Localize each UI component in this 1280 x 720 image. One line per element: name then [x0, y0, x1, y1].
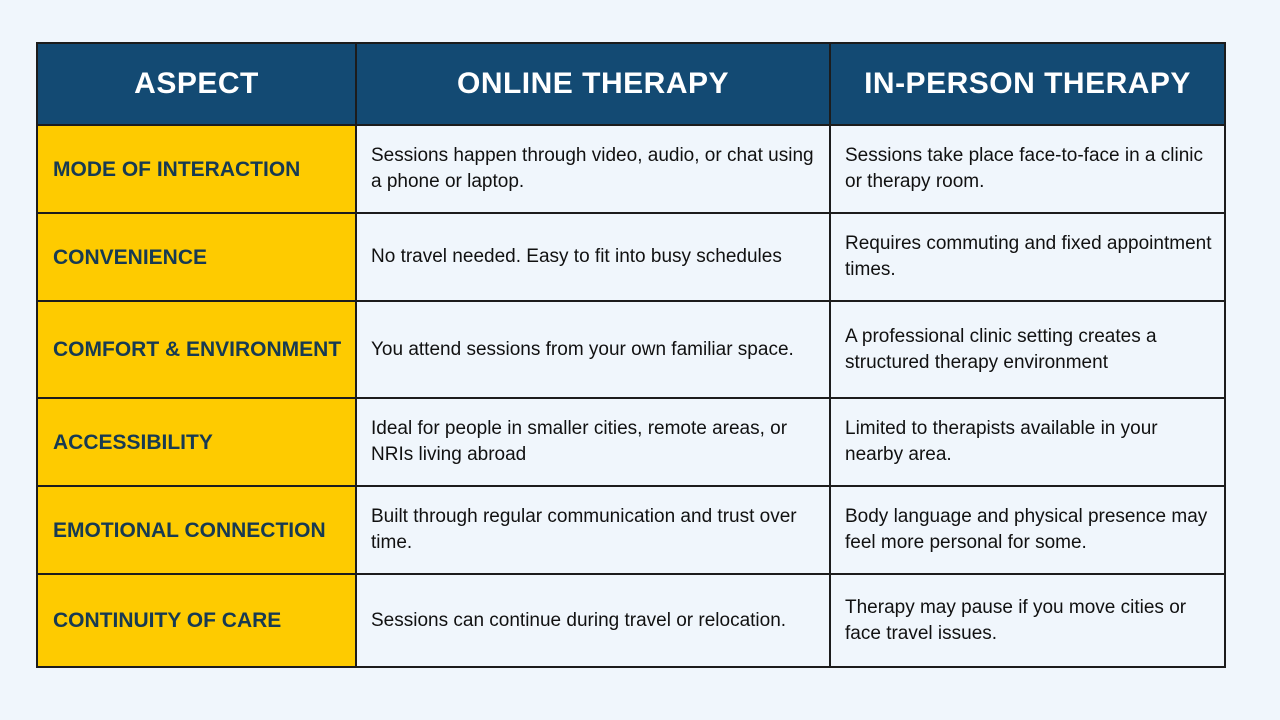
- aspect-cell: CONVENIENCE: [37, 213, 356, 301]
- online-cell: Built through regular communication and trust over time.: [356, 486, 830, 574]
- online-cell: Sessions can continue during travel or relocation.: [356, 574, 830, 667]
- table-row: [37, 301, 1225, 398]
- in-person-cell: A professional clinic setting creates a structured therapy environment: [830, 301, 1225, 398]
- in-person-cell: Therapy may pause if you move cities or face travel issues.: [830, 574, 1225, 667]
- table-row: [37, 574, 1225, 667]
- table-row: [37, 213, 1225, 301]
- table-row: [37, 398, 1225, 486]
- aspect-cell: ACCESSIBILITY: [37, 398, 356, 486]
- online-cell: You attend sessions from your own familiar space.: [356, 301, 830, 398]
- header-row: [37, 43, 1225, 125]
- table-row: [37, 125, 1225, 213]
- aspect-cell: COMFORT & ENVIRONMENT: [37, 301, 356, 398]
- in-person-cell: Requires commuting and fixed appointment times.: [830, 213, 1225, 301]
- header-online-therapy: ONLINE THERAPY: [356, 43, 830, 125]
- in-person-cell: Limited to therapists available in your nearby area.: [830, 398, 1225, 486]
- in-person-cell: Sessions take place face-to-face in a clinic or therapy room.: [830, 125, 1225, 213]
- header-aspect: ASPECT: [37, 43, 356, 125]
- aspect-cell: CONTINUITY OF CARE: [37, 574, 356, 667]
- aspect-cell: EMOTIONAL CONNECTION: [37, 486, 356, 574]
- online-cell: Sessions happen through video, audio, or chat using a phone or laptop.: [356, 125, 830, 213]
- in-person-cell: Body language and physical presence may feel more personal for some.: [830, 486, 1225, 574]
- comparison-table: [36, 42, 1226, 668]
- table-row: [37, 486, 1225, 574]
- header-in-person-therapy: IN-PERSON THERAPY: [830, 43, 1225, 125]
- aspect-cell: MODE OF INTERACTION: [37, 125, 356, 213]
- online-cell: Ideal for people in smaller cities, remote areas, or NRIs living abroad: [356, 398, 830, 486]
- online-cell: No travel needed. Easy to fit into busy schedules: [356, 213, 830, 301]
